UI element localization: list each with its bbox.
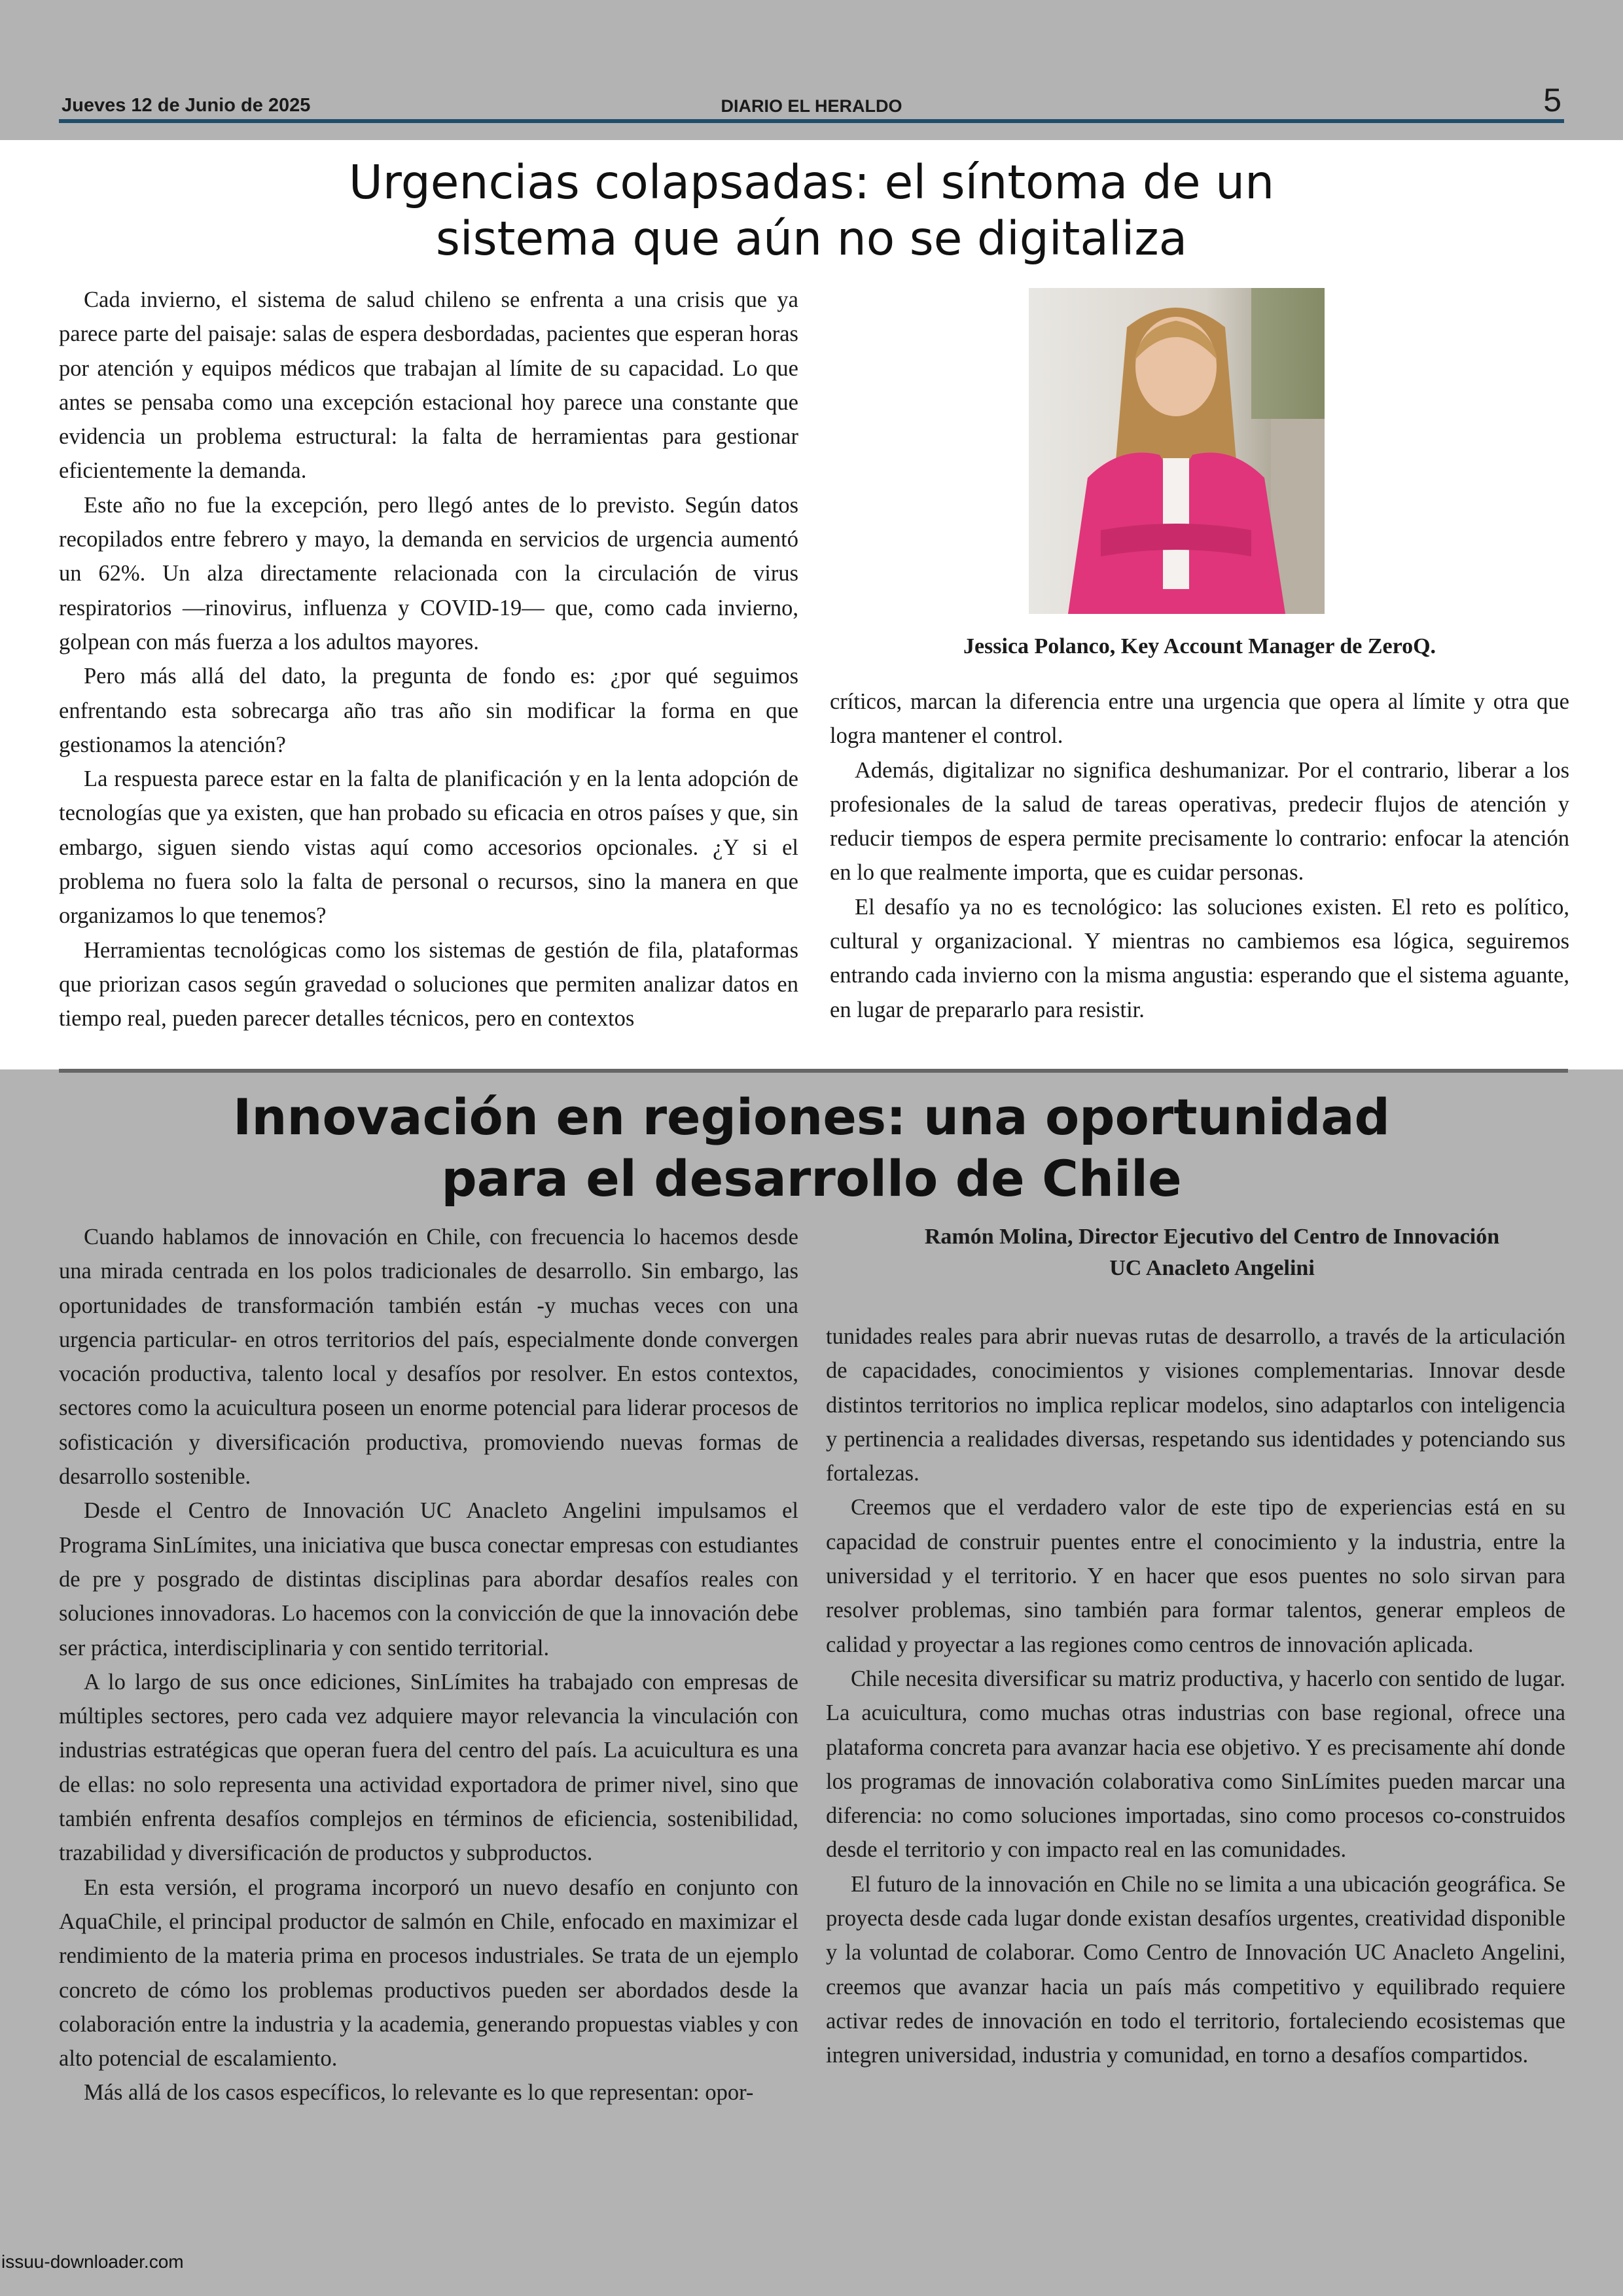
paragraph: críticos, marcan la diferencia entre una urgencia que opera al límite y otra que logra mantener el control. — [830, 689, 1569, 749]
author-caption-line1: Ramón Molina, Director Ejecutivo del Centro de Innovación — [924, 1225, 1500, 1249]
article2-headline — [59, 1086, 1564, 1210]
paragraph: Cuando hablamos de innovación en Chile, con frecuencia lo hacemos desde una mirada centrada en los polos tradicionales de desarrollo. Sin embargo, las oportunidades de transformación también están -y muchas veces con una urgencia particular- en otros territorios del país, especialmente donde convergen vocación productiva, talento local y desafíos por resolver. En estos contextos, sectores como la acuicultura poseen un enorme potencial para liderar procesos de sofisticación y diversificación productiva, promoviendo nuevas formas de desarrollo sostenible. — [59, 1225, 798, 1490]
paragraph: Cada invierno, el sistema de salud chileno se enfrenta a una crisis que ya parece parte del paisaje: salas de espera desbordadas, pacientes que esperan horas por atención y equipos médicos que trabajan al límite de su capacidad. Lo que antes se pensaba como una excepción estacional hoy parece una constante que evidencia un problema estructural: la falta de herramientas para gestionar eficientemente la demanda. — [59, 287, 798, 484]
paragraph: El desafío ya no es tecnológico: las soluciones existen. El reto es político, cultural y organizacional. Y mientras no cambiemos esa lógica, seguiremos entrando cada invierno con la misma angustia: esperando que el sistema aguante, en lugar de prepararlo para resistir. — [830, 894, 1569, 1022]
paragraph: Además, digitalizar no significa deshumanizar. Por el contrario, liberar a los profesionales de la salud de tareas operativas, predecir flujos de atención y reducir tiempos de espera permite precisamente lo contrario: enfocar la atención en lo que realmente importa, que es cuidar personas. — [830, 757, 1569, 886]
author-caption — [826, 1221, 1598, 1284]
paragraph: La respuesta parece estar en la falta de planificación y en la lenta adopción de tecnologías que ya existen, que han probado su eficacia en otros países y que, sin embargo, siguen siendo vistas aquí como accesorios opcionales. ¿Y si el problema no fuera solo la falta de personal o recursos, sino la manera en que organizamos lo que tenemos? — [59, 766, 798, 929]
masthead — [59, 82, 1564, 123]
paragraph: En esta versión, el programa incorporó un nuevo desafío en conjunto con AquaChile, el principal productor de salmón en Chile, enfocado en maximizar el rendimiento de la materia prima en procesos industriales. Se trata de un ejemplo concreto de cómo los problemas productivos pueden ser abordados desde la colaboración entre la industria y la academia, generando propuestas viables y con alto potencial de escalamiento. — [59, 1874, 798, 2072]
author-photo — [1029, 288, 1325, 614]
paragraph: Creemos que el verdadero valor de este tipo de experiencias está en su capacidad de construir puentes entre el conocimiento y la industria, entre la universidad y el territorio. Y en hacer que esos puentes no solo sirvan para resolver problemas, sino también para formar talentos, generar empleos de calidad y proyectar a las regiones como centros de innovación aplicada. — [826, 1495, 1565, 1657]
paragraph: A lo largo de sus once ediciones, SinLímites ha trabajado con empresas de múltiples sectores, pero cada vez adquiere mayor relevancia la vinculación con industrias estratégicas que operan fuera del centro del país. La acuicultura es una de ellas: no solo representa una actividad exportadora de primer nivel, sino que también enfrenta desafíos complejos en términos de eficiencia, sostenibilidad, trazabilidad y diversificación de productos y subproductos. — [59, 1669, 798, 1866]
author-caption-line2: UC Anacleto Angelini — [1109, 1256, 1315, 1280]
paragraph: Más allá de los casos específicos, lo relevante es lo que representan: opor- — [84, 2080, 754, 2106]
paragraph: tunidades reales para abrir nuevas rutas de desarrollo, a través de la articulación de capacidades, conocimientos y visiones complementarias. Innovar desde distintos territorios no implica replicar modelos, sino adaptarlos con inteligencia y pertinencia a realidades diversas, respetando sus identidades y potenciando sus fortalezas. — [826, 1324, 1565, 1486]
paragraph: Este año no fue la excepción, pero llegó antes de lo previsto. Según datos recopilados entre febrero y mayo, la demanda en servicios de urgencia aumentó un 62%. Un alza directamente relacionada con la circulación de virus respiratorios —rinovirus, influenza y COVID-19— que, como cada invierno, golpean con más fuerza a los adultos mayores. — [59, 492, 798, 655]
page-number: 5 — [1543, 82, 1561, 118]
section-divider — [59, 1069, 1568, 1073]
article2-headline-line1: Innovación en regiones: una oportunidad — [233, 1088, 1390, 1146]
photo-caption: Jessica Polanco, Key Account Manager de ZeroQ. — [963, 634, 1436, 658]
article2-column2 — [826, 1319, 1565, 2073]
article1-headline-line2: sistema que aún no se digitaliza — [435, 211, 1188, 266]
article1-column1 — [59, 283, 798, 1036]
article2-column1 — [59, 1220, 798, 2110]
article1-headline — [59, 154, 1564, 267]
paragraph: Desde el Centro de Innovación UC Anacleto Angelini impulsamos el Programa SinLímites, una iniciativa que busca conectar empresas con estudiantes de pre y posgrado de distintas disciplinas para abordar desafíos reales con soluciones innovadoras. Lo hacemos con la convicción de que la innovación debe ser práctica, interdisciplinaria y con sentido territorial. — [59, 1498, 798, 1660]
article1-column2 — [830, 685, 1569, 1027]
portrait-image — [1029, 288, 1325, 614]
watermark-text: issuu-downloader.com — [1, 2251, 184, 2272]
paragraph: El futuro de la innovación en Chile no se limita a una ubicación geográfica. Se proyecta desde cada lugar donde existan desafíos urgentes, creatividad disponible y la voluntad de colaborar. Como Centro de Innovación UC Anacleto Angelini, creemos que avanzar hacia un país más competitivo y equilibrado requiere activar redes de innovación en todo el territorio, fortaleciendo ecosistemas que integren universidad, industria y comunidad, en torno a desafíos compartidos. — [826, 1871, 1565, 2068]
issue-date: Jueves 12 de Junio de 2025 — [62, 95, 311, 116]
paragraph: Pero más allá del dato, la pregunta de fondo es: ¿por qué seguimos enfrentando esta sobrecarga año tras año sin modificar la forma en que gestionamos la atención? — [59, 664, 798, 757]
paragraph: Chile necesita diversificar su matriz productiva, y hacerlo con sentido de lugar. La acuicultura, como muchas otras industrias con base regional, ofrece una plataforma concreta para avanzar hacia ese objetivo. Y es precisamente ahí donde los programas de innovación colaborativa como SinLímites pueden marcar una diferencia: no como soluciones importadas, sino como procesos co-construidos desde el territorio y con impacto real en las comunidades. — [826, 1666, 1565, 1863]
paragraph: Herramientas tecnológicas como los sistemas de gestión de fila, plataformas que priorizan casos según gravedad o soluciones que permiten analizar datos en tiempo real, pueden parecer detalles técnicos, pero en contextos — [59, 937, 798, 1031]
article1-headline-line1: Urgencias colapsadas: el síntoma de un — [348, 155, 1275, 209]
article2-headline-line2: para el desarrollo de Chile — [441, 1149, 1182, 1208]
newspaper-name: DIARIO EL HERALDO — [721, 96, 902, 116]
